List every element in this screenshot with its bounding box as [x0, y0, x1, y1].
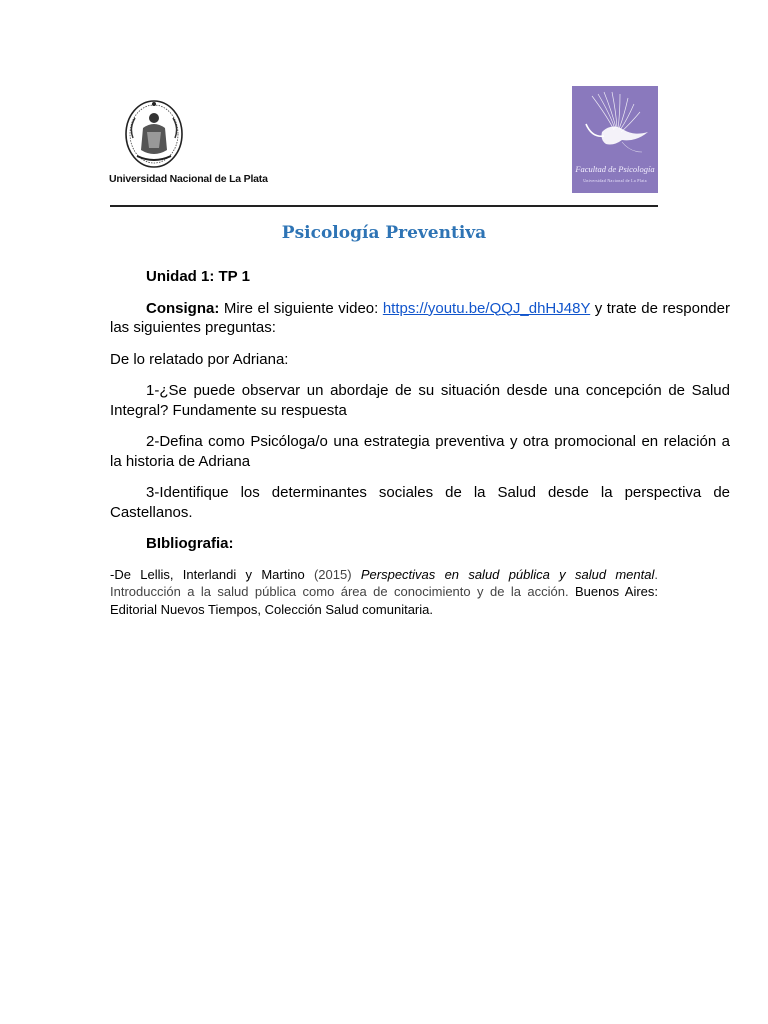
- intro-text: De lo relatado por Adriana:: [110, 350, 289, 368]
- consigna-paragraph: [110, 299, 730, 338]
- faculty-name: Facultad de Psicología: [575, 164, 655, 174]
- question-2: 2-Defina como Psicóloga/o una estrategia preventiva y otra promocional en relación a la historia de Adriana: [110, 433, 730, 470]
- bibliography-publisher: Buenos Aires: Editorial Nuevos Tiempos, Colección Salud comunitaria.: [110, 584, 658, 617]
- unit-heading: Unidad 1: TP 1: [146, 268, 250, 285]
- question-1: 1-¿Se puede observar un abordaje de su situación desde una concepción de Salud Integral? Fundamente su respuesta: [110, 382, 730, 419]
- bibliography-chapter: . Introducción a la salud pública como área de conocimiento y de la acción.: [110, 566, 658, 599]
- consigna-text-before: Mire el siguiente video:: [219, 299, 383, 317]
- unlp-seal-icon: [123, 98, 185, 170]
- bibliography-heading: BIbliografia:: [146, 535, 234, 552]
- video-link[interactable]: https://youtu.be/QQJ_dhHJ48Y: [382, 299, 591, 317]
- consigna-label: Consigna:: [146, 299, 220, 317]
- document-body: [110, 267, 730, 630]
- bibliography-authors: -De Lellis, Interlandi y Martino: [110, 566, 305, 582]
- dove-icon: [572, 86, 658, 166]
- bibliography-entry: [110, 566, 658, 619]
- bibliography-book-title: Perspectivas en salud pública y salud mental: [360, 566, 655, 582]
- header-divider: [110, 205, 658, 207]
- question-3: 3-Identifique los determinantes sociales de la Salud desde la perspectiva de Castellanos.: [110, 484, 730, 521]
- faculty-university-subtitle: Universidad Nacional de La Plata: [583, 178, 647, 183]
- bibliography-year: (2015): [304, 566, 361, 582]
- consigna-text-after: y trate de responder las siguientes preguntas:: [110, 299, 730, 336]
- faculty-logo: [572, 86, 658, 193]
- document-title: Psicología Preventiva: [281, 223, 487, 243]
- unlp-logo: [109, 96, 271, 188]
- university-name: Universidad Nacional de La Plata: [109, 173, 268, 185]
